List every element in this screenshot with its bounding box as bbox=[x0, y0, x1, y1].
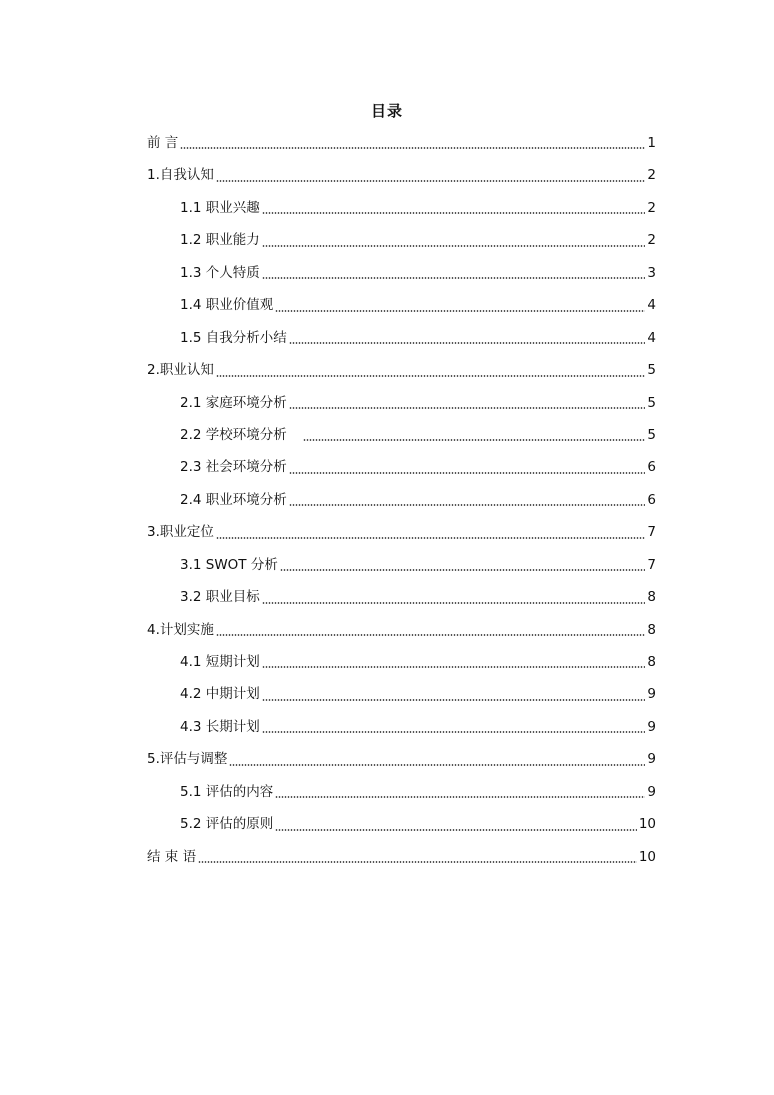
toc-entry-page-number: 6 bbox=[647, 459, 656, 476]
toc-entry-section[interactable] bbox=[147, 387, 656, 419]
toc-entry-label: 1.5 自我分析小结 bbox=[180, 329, 287, 346]
toc-dot-leader bbox=[289, 504, 646, 506]
toc-entry-chapter[interactable] bbox=[147, 614, 656, 646]
toc-entry-label: 5.评估与调整 bbox=[147, 751, 228, 768]
toc-dot-leader bbox=[262, 666, 646, 668]
toc-entry-page-number: 9 bbox=[647, 718, 656, 735]
toc-dot-leader bbox=[289, 472, 646, 474]
toc-title: 目录 bbox=[370, 102, 403, 120]
toc-dot-leader bbox=[280, 569, 646, 571]
toc-entry-section[interactable] bbox=[147, 192, 656, 224]
toc-dot-leader bbox=[180, 147, 645, 149]
toc-entry-label: 2.3 社会环境分析 bbox=[180, 459, 287, 476]
toc-dot-leader bbox=[216, 375, 646, 377]
toc-entry-page-number: 2 bbox=[647, 232, 656, 249]
toc-entry-label: 2.职业认知 bbox=[147, 362, 214, 379]
toc-entry-label: 1.3 个人特质 bbox=[180, 264, 260, 281]
toc-entry-label: 前 言 bbox=[147, 135, 179, 151]
toc-entry-label: 结 束 语 bbox=[147, 848, 197, 865]
toc-dot-leader bbox=[275, 796, 645, 798]
toc-entry-label: 4.3 长期计划 bbox=[180, 718, 260, 735]
toc-entry-label: 4.2 中期计划 bbox=[180, 686, 260, 703]
toc-entry-page-number: 9 bbox=[647, 751, 656, 768]
toc-entry-page-number: 4 bbox=[647, 297, 656, 314]
toc-entry-page-number: 8 bbox=[647, 589, 656, 606]
toc-dot-leader bbox=[262, 731, 646, 733]
toc-dot-leader bbox=[262, 602, 646, 604]
toc-entry-label: 1.自我认知 bbox=[147, 167, 214, 184]
toc-entry-label: 1.4 职业价值观 bbox=[180, 297, 274, 314]
toc-dot-leader bbox=[289, 407, 646, 409]
toc-entry-section[interactable] bbox=[147, 257, 656, 289]
toc-entry-chapter[interactable] bbox=[147, 159, 656, 191]
toc-entry-section[interactable] bbox=[147, 451, 656, 483]
toc-dot-leader bbox=[262, 245, 646, 247]
toc-entry-page-number: 2 bbox=[647, 199, 656, 216]
toc-entry-page-number: 4 bbox=[647, 329, 656, 346]
toc-entry-chapter[interactable] bbox=[147, 516, 656, 548]
toc-entry-label: 4.计划实施 bbox=[147, 621, 214, 638]
toc-entry-label: 3.2 职业目标 bbox=[180, 589, 260, 606]
toc-entry-label: 5.1 评估的内容 bbox=[180, 783, 274, 800]
toc-entry-page-number: 10 bbox=[638, 816, 656, 833]
toc-entry-section[interactable] bbox=[147, 322, 656, 354]
toc-entry-section[interactable] bbox=[147, 289, 656, 321]
toc-dot-leader bbox=[289, 342, 646, 344]
toc-entry-section[interactable] bbox=[147, 711, 656, 743]
toc-entry-chapter[interactable] bbox=[147, 841, 656, 873]
toc-entry-label: 5.2 评估的原则 bbox=[180, 816, 274, 833]
toc-entry-section[interactable] bbox=[147, 224, 656, 256]
toc-entry-page-number: 5 bbox=[647, 362, 656, 379]
toc-entry-page-number: 9 bbox=[647, 783, 656, 800]
toc-entry-label: 3.1 SWOT 分析 bbox=[180, 556, 278, 573]
toc-entry-page-number: 5 bbox=[647, 394, 656, 411]
toc-entry-section[interactable] bbox=[147, 581, 656, 613]
toc-entry-section[interactable] bbox=[147, 808, 656, 840]
toc-entry-page-number: 7 bbox=[647, 524, 656, 541]
toc-entry-label: 4.1 短期计划 bbox=[180, 654, 260, 670]
toc-entry-section[interactable] bbox=[147, 678, 656, 710]
toc-entry-page-number: 8 bbox=[647, 621, 656, 638]
toc-entry-page-number: 1 bbox=[647, 135, 656, 151]
toc-dot-leader bbox=[216, 180, 646, 182]
toc-dot-leader bbox=[216, 634, 646, 636]
toc-entry-page-number: 3 bbox=[647, 264, 656, 281]
toc-entry-page-number: 2 bbox=[647, 167, 656, 184]
toc-entry-page-number: 5 bbox=[647, 426, 656, 443]
toc-entry-page-number: 7 bbox=[647, 556, 656, 573]
toc-entry-section[interactable] bbox=[147, 776, 656, 808]
toc-entry-page-number: 9 bbox=[647, 686, 656, 703]
toc-dot-leader bbox=[262, 277, 646, 279]
toc-dot-leader bbox=[275, 310, 645, 312]
toc-dot-leader bbox=[275, 829, 637, 831]
toc-entry-chapter[interactable] bbox=[147, 743, 656, 775]
toc-entry-section[interactable] bbox=[147, 419, 656, 451]
toc-entry-section[interactable] bbox=[147, 549, 656, 581]
toc-entry-page-number: 10 bbox=[638, 848, 656, 865]
toc-entry-chapter[interactable] bbox=[147, 127, 656, 159]
toc-entry-chapter[interactable] bbox=[147, 354, 656, 386]
toc-dot-leader bbox=[216, 537, 646, 539]
toc-entry-label: 1.1 职业兴趣 bbox=[180, 199, 260, 216]
toc-dot-leader bbox=[198, 861, 637, 863]
toc-entry-label: 2.1 家庭环境分析 bbox=[180, 394, 287, 411]
toc-entry-label: 1.2 职业能力 bbox=[180, 232, 260, 249]
toc-dot-leader bbox=[262, 699, 646, 701]
toc-dot-leader bbox=[303, 439, 646, 441]
toc-entry-page-number: 6 bbox=[647, 491, 656, 508]
toc-entry-section[interactable] bbox=[147, 646, 656, 678]
toc-entry-label: 2.2 学校环境分析 bbox=[180, 426, 287, 443]
toc-dot-leader bbox=[262, 212, 646, 214]
toc-entry-page-number: 8 bbox=[647, 654, 656, 670]
toc-entry-label: 3.职业定位 bbox=[147, 524, 214, 541]
table-of-contents bbox=[147, 127, 656, 873]
toc-entry-label: 2.4 职业环境分析 bbox=[180, 491, 287, 508]
toc-dot-leader bbox=[229, 764, 645, 766]
toc-entry-section[interactable] bbox=[147, 484, 656, 516]
